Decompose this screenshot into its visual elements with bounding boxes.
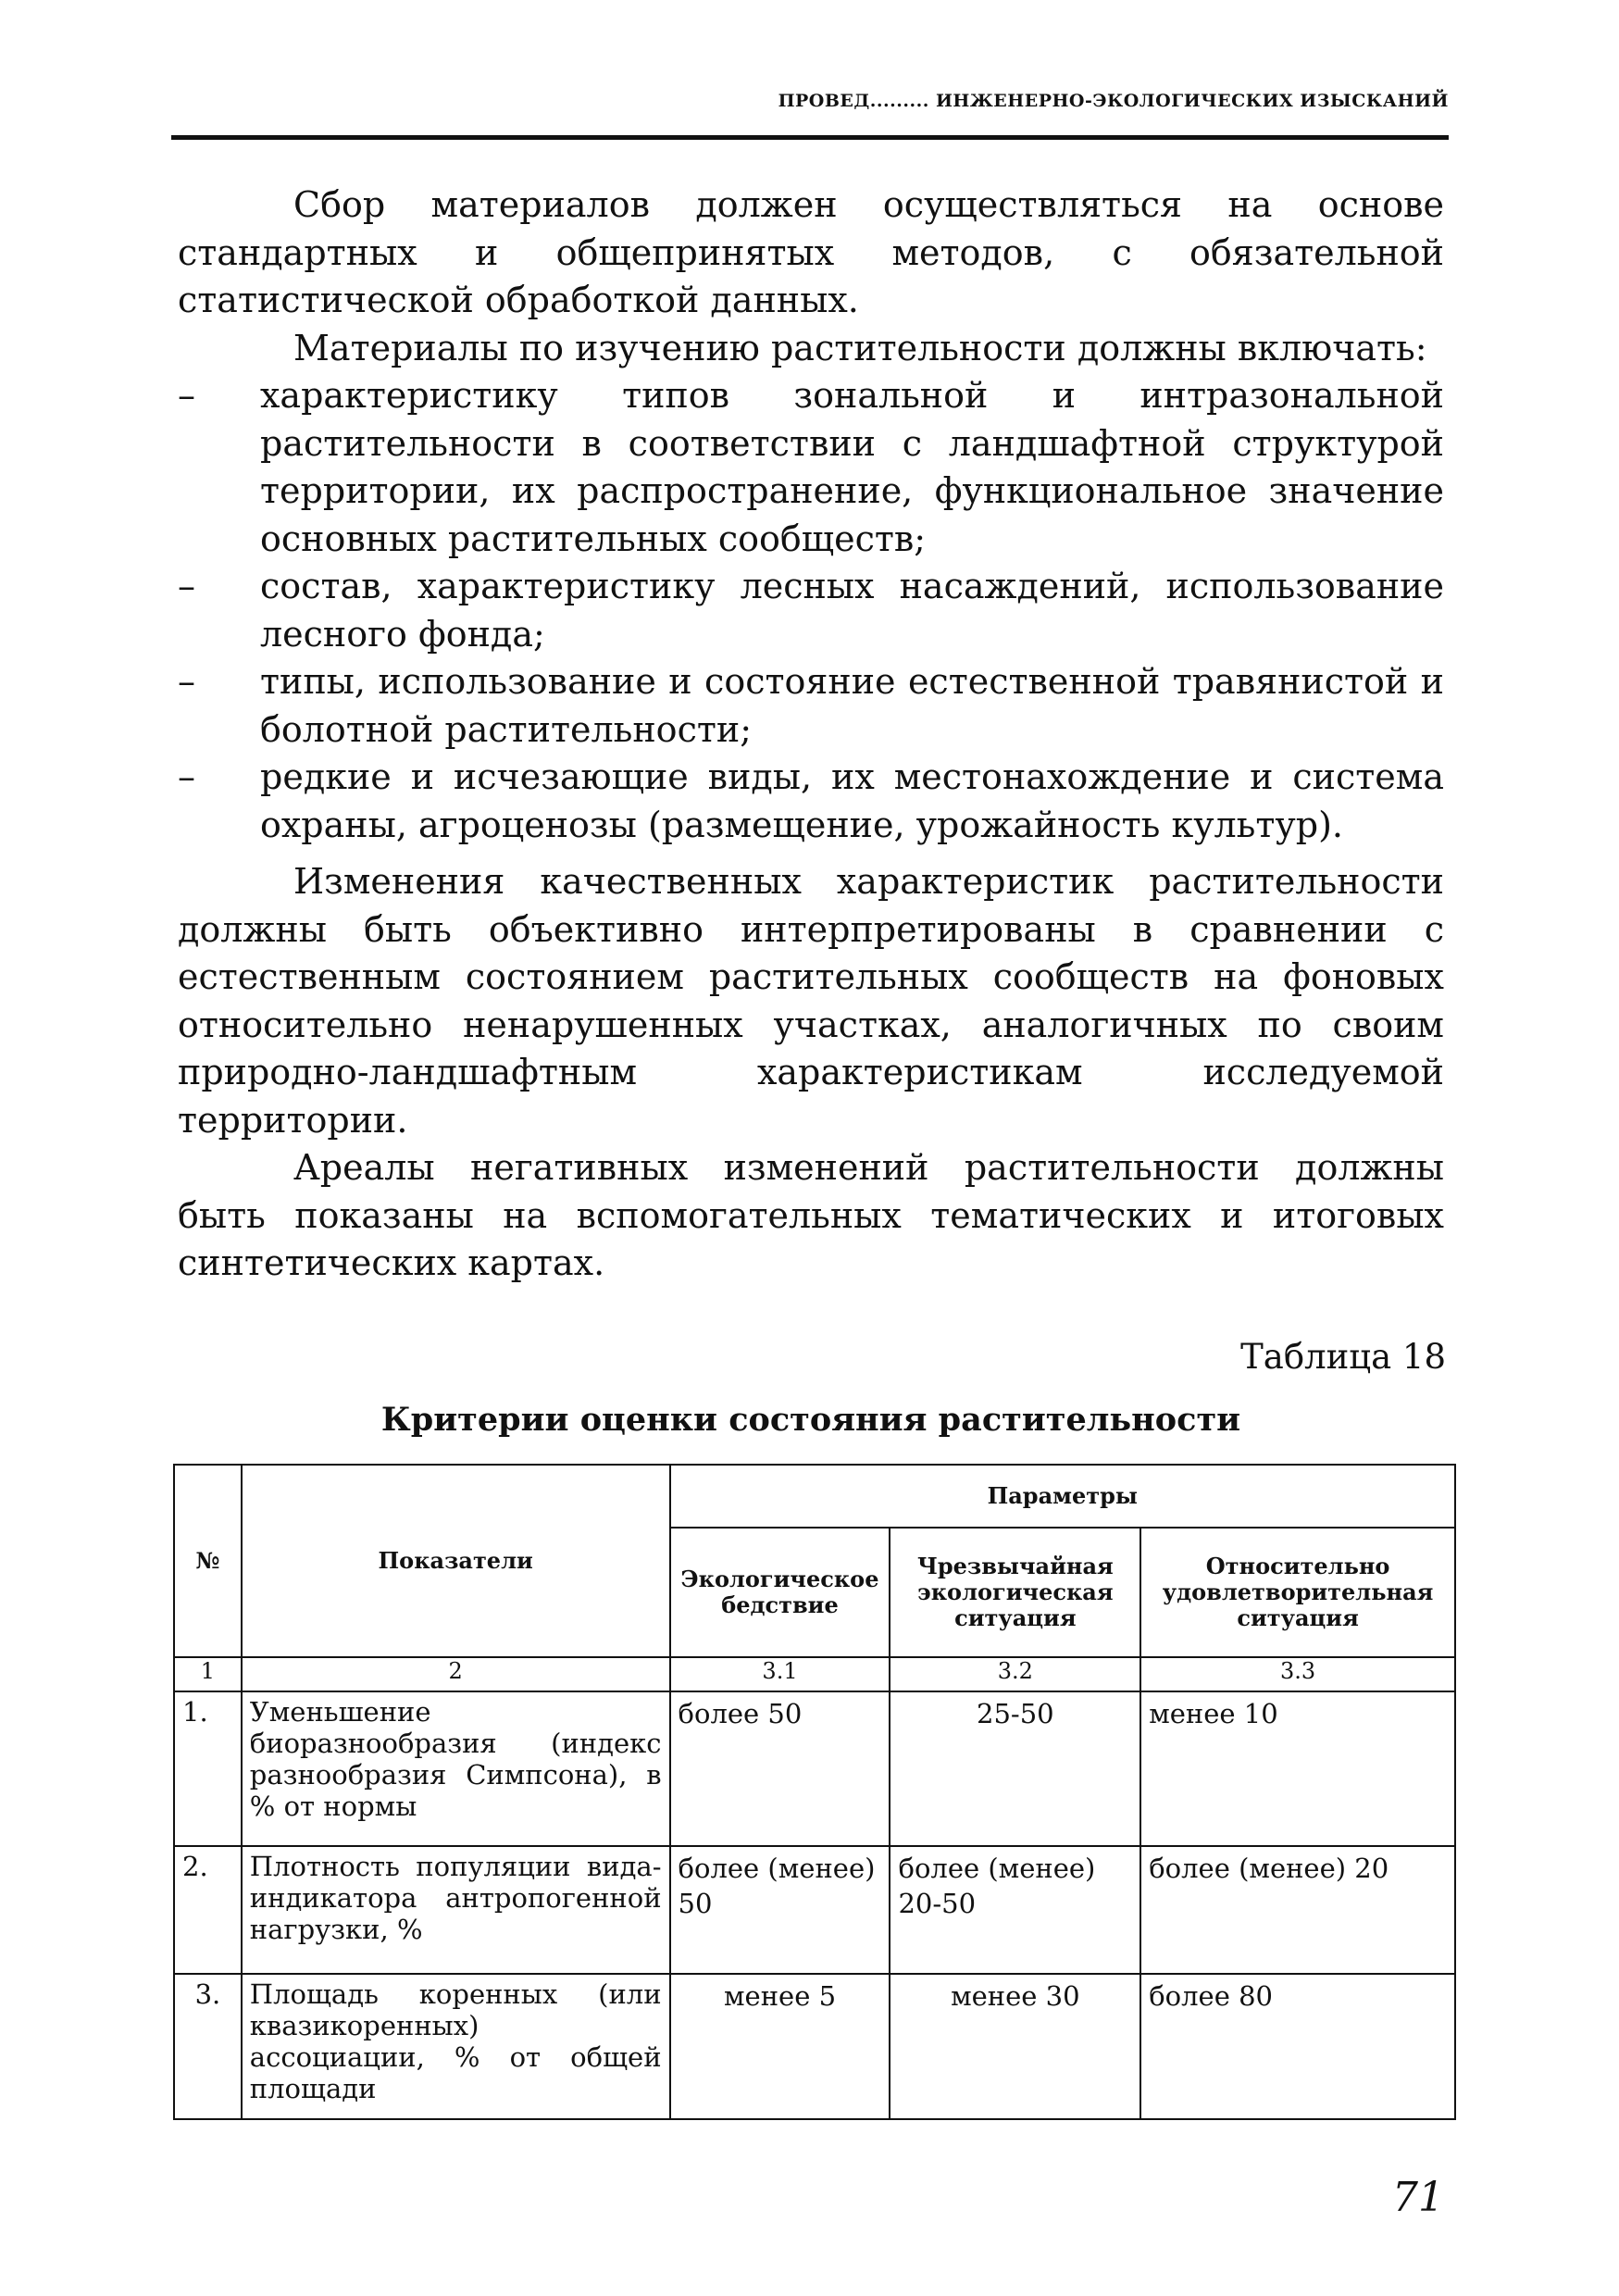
value-cell: 25-50	[890, 1691, 1140, 1846]
row-number: 3.	[174, 1974, 242, 2119]
value-cell: более (менее) 20-50	[890, 1846, 1140, 1974]
column-number: 3.1	[670, 1657, 890, 1692]
criteria-table	[173, 1464, 1456, 2120]
table-row	[174, 1691, 1455, 1846]
list-item	[178, 372, 1444, 563]
value-cell: менее 10	[1140, 1691, 1455, 1846]
header-parameters: Параметры	[670, 1465, 1455, 1528]
header-emergency-situation: Чрезвычайная экологическая ситуация	[890, 1528, 1140, 1657]
header-indicators: Показатели	[242, 1465, 670, 1657]
table-title: Критерии оценки состояния растительности	[380, 1401, 1241, 1439]
value-cell: более 50	[670, 1691, 890, 1846]
table-number: Таблица 18	[1240, 1337, 1446, 1377]
running-header: ПРОВЕД......... ИНЖЕНЕРНО-ЭКОЛОГИЧЕСКИХ ИЗЫСКАНИЙ	[778, 91, 1449, 111]
dash-marker: –	[178, 566, 195, 606]
value-cell: менее 5	[670, 1974, 890, 2119]
requirements-list	[178, 372, 1444, 849]
page-number: 71	[1392, 2174, 1444, 2221]
row-number: 1.	[174, 1691, 242, 1846]
list-item-text: редкие и исчезающие виды, их местонахождение и система охраны, агроценозы (размещение, урожайность культур).	[260, 756, 1444, 845]
list-item-text: характеристику типов зональной и интразональной растительности в соответствии с ландшафтной структурой территории, их распространение, функциональное значение основных растительных сообществ;	[260, 375, 1444, 559]
row-number: 2.	[174, 1846, 242, 1974]
list-item-text: состав, характеристику лесных насаждений, использование лесного фонда;	[260, 566, 1444, 655]
value-cell: более 80	[1140, 1974, 1455, 2119]
dash-marker: –	[178, 756, 195, 797]
dash-marker: –	[178, 375, 195, 416]
table-row	[174, 1846, 1455, 1974]
header-ecological-disaster: Экологическое бедствие	[670, 1528, 890, 1657]
table-row	[174, 1974, 1455, 2119]
dash-marker: –	[178, 661, 195, 702]
table-numbering-row	[174, 1657, 1455, 1692]
list-item	[178, 754, 1444, 849]
column-number: 1	[174, 1657, 242, 1692]
list-item	[178, 563, 1444, 658]
paragraph-4: Ареалы негативных изменений растительности должны быть показаны на вспомогательных тематических и итоговых синтетических картах.	[178, 1147, 1444, 1283]
indicator-cell: Площадь коренных (или квазикоренных) ассоциации, % от общей площади	[242, 1974, 670, 2119]
column-number: 2	[242, 1657, 670, 1692]
body-text	[178, 181, 1444, 1288]
list-item	[178, 658, 1444, 754]
value-cell: менее 30	[890, 1974, 1140, 2119]
header-satisfactory-situation: Относительно удовлетворительная ситуация	[1140, 1528, 1455, 1657]
paragraph-3: Изменения качественных характеристик растительности должны быть объективно интерпретированы в сравнении с естественным состоянием растительных сообществ на фоновых относительно ненарушенных участках, аналогичных по своим природно-ландшафтным характеристикам исследуемой территории.	[178, 861, 1444, 1141]
value-cell: более (менее) 20	[1140, 1846, 1455, 1974]
indicator-cell: Плотность популяции вида-индикатора антропогенной нагрузки, %	[242, 1846, 670, 1974]
header-no: №	[174, 1465, 242, 1657]
table-header-row	[174, 1465, 1455, 1528]
value-cell: более (менее) 50	[670, 1846, 890, 1974]
column-number: 3.3	[1140, 1657, 1455, 1692]
paragraph-1: Сбор материалов должен осуществляться на основе стандартных и общепринятых методов, с обязательной статистической обработкой данных.	[178, 184, 1444, 320]
header-rule	[171, 135, 1449, 140]
list-item-text: типы, использование и состояние естественной травянистой и болотной растительности;	[260, 661, 1444, 750]
paragraph-2: Материалы по изучению растительности должны включать:	[293, 327, 1427, 368]
indicator-cell: Уменьшение биоразнообразия (индекс разнообразия Симпсона), в % от нормы	[242, 1691, 670, 1846]
column-number: 3.2	[890, 1657, 1140, 1692]
